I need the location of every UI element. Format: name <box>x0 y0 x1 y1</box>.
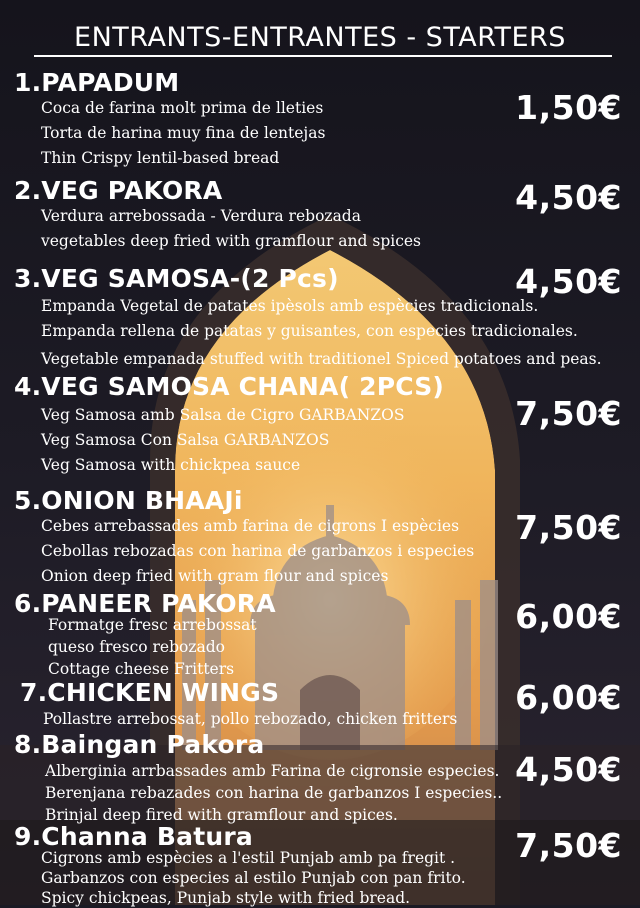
item-name: 4.VEG SAMOSA CHANA( 2PCS) <box>14 372 445 401</box>
description-line: Pollastre arrebossat, pollo rebozado, chicken fritters <box>43 710 458 728</box>
description-line-english: Thin Crispy lentil-based bread <box>41 149 280 167</box>
item-price: 7,50€ <box>515 826 622 865</box>
description-line-english: Veg Samosa with chickpea sauce <box>41 456 301 474</box>
description-line-spanish: Torta de harina muy fina de lentejas <box>41 124 326 142</box>
item-price: 7,50€ <box>515 394 622 433</box>
description-line-catalan: Cigrons amb espècies a l'estil Punjab amb pa fregit . <box>41 849 456 867</box>
description-line-catalan: Cebes arrebassades amb farina de cigrons I espècies <box>41 517 460 535</box>
item-name: 5.ONION BHAAJi <box>14 486 243 515</box>
item-name: 9.Channa Batura <box>14 822 253 851</box>
description-line-spanish: queso fresco rebozado <box>48 638 226 656</box>
description-line-spanish: Garbanzos con especies al estilo Punjab con pan frito. <box>41 869 466 887</box>
item-description <box>41 848 466 908</box>
item-name: 3.VEG SAMOSA-(2 Pcs) <box>14 264 339 293</box>
item-description <box>43 707 457 732</box>
description-line-english: Onion deep fried with gram flour and spices <box>41 567 389 585</box>
item-price: 6,00€ <box>515 597 622 636</box>
description-line-catalan: Empanda Vegetal de patates ipèsols amb espècies tradicionals. <box>41 297 539 315</box>
description-line: Verdura arrebossada - Verdura rebozada <box>41 207 361 225</box>
item-description <box>41 514 474 589</box>
item-description <box>41 403 404 478</box>
description-line-english: Brinjal deep fired with gramflour and spices. <box>45 806 398 824</box>
item-description <box>41 294 602 372</box>
description-line-spanish: Berenjana rebazades con harina de garbanzos I especies.. <box>45 784 503 802</box>
item-name: 6.PANEER PAKORA <box>14 589 276 618</box>
item-price: 6,00€ <box>515 678 622 717</box>
item-description <box>41 96 325 171</box>
menu-title: ENTRANTS-ENTRANTES - STARTERS <box>74 22 566 53</box>
item-price: 7,50€ <box>515 508 622 547</box>
item-name: 8.Baingan Pakora <box>14 730 265 759</box>
item-description <box>45 760 502 826</box>
description-line-english: Spicy chickpeas, Punjab style with fried bread. <box>41 889 411 907</box>
item-price: 1,50€ <box>515 88 622 127</box>
title-underline <box>34 55 612 57</box>
item-description <box>41 204 421 254</box>
item-price: 4,50€ <box>515 262 622 301</box>
item-name: 2.VEG PAKORA <box>14 176 223 205</box>
description-line-spanish: Empanda rellena de patatas y guisantes, con especies tradicionales. <box>41 322 578 340</box>
description-line-catalan: Coca de farina molt prima de lleties <box>41 99 324 117</box>
description-line-english: vegetables deep fried with gramflour and spices <box>41 232 422 250</box>
description-line-spanish: Veg Samosa Con Salsa GARBANZOS <box>41 431 330 449</box>
description-line-english: Cottage cheese Fritters <box>48 660 235 678</box>
item-price: 4,50€ <box>515 750 622 789</box>
description-line-spanish: Cebollas rebozadas con harina de garbanzos i especies <box>41 542 475 560</box>
description-line-catalan: Alberginia arrbassades amb Farina de cigronsie especies. <box>45 762 500 780</box>
item-description <box>48 614 257 680</box>
description-line-catalan: Veg Samosa amb Salsa de Cigro GARBANZOS <box>41 406 405 424</box>
description-line-catalan: Formatge fresc arrebossat <box>48 616 257 634</box>
item-price: 4,50€ <box>515 178 622 217</box>
item-name: 7.CHICKEN WINGS <box>20 678 280 707</box>
item-name: 1.PAPADUM <box>14 68 180 97</box>
description-line-english: Vegetable empanada stuffed with traditionel Spiced potatoes and peas. <box>41 350 602 368</box>
